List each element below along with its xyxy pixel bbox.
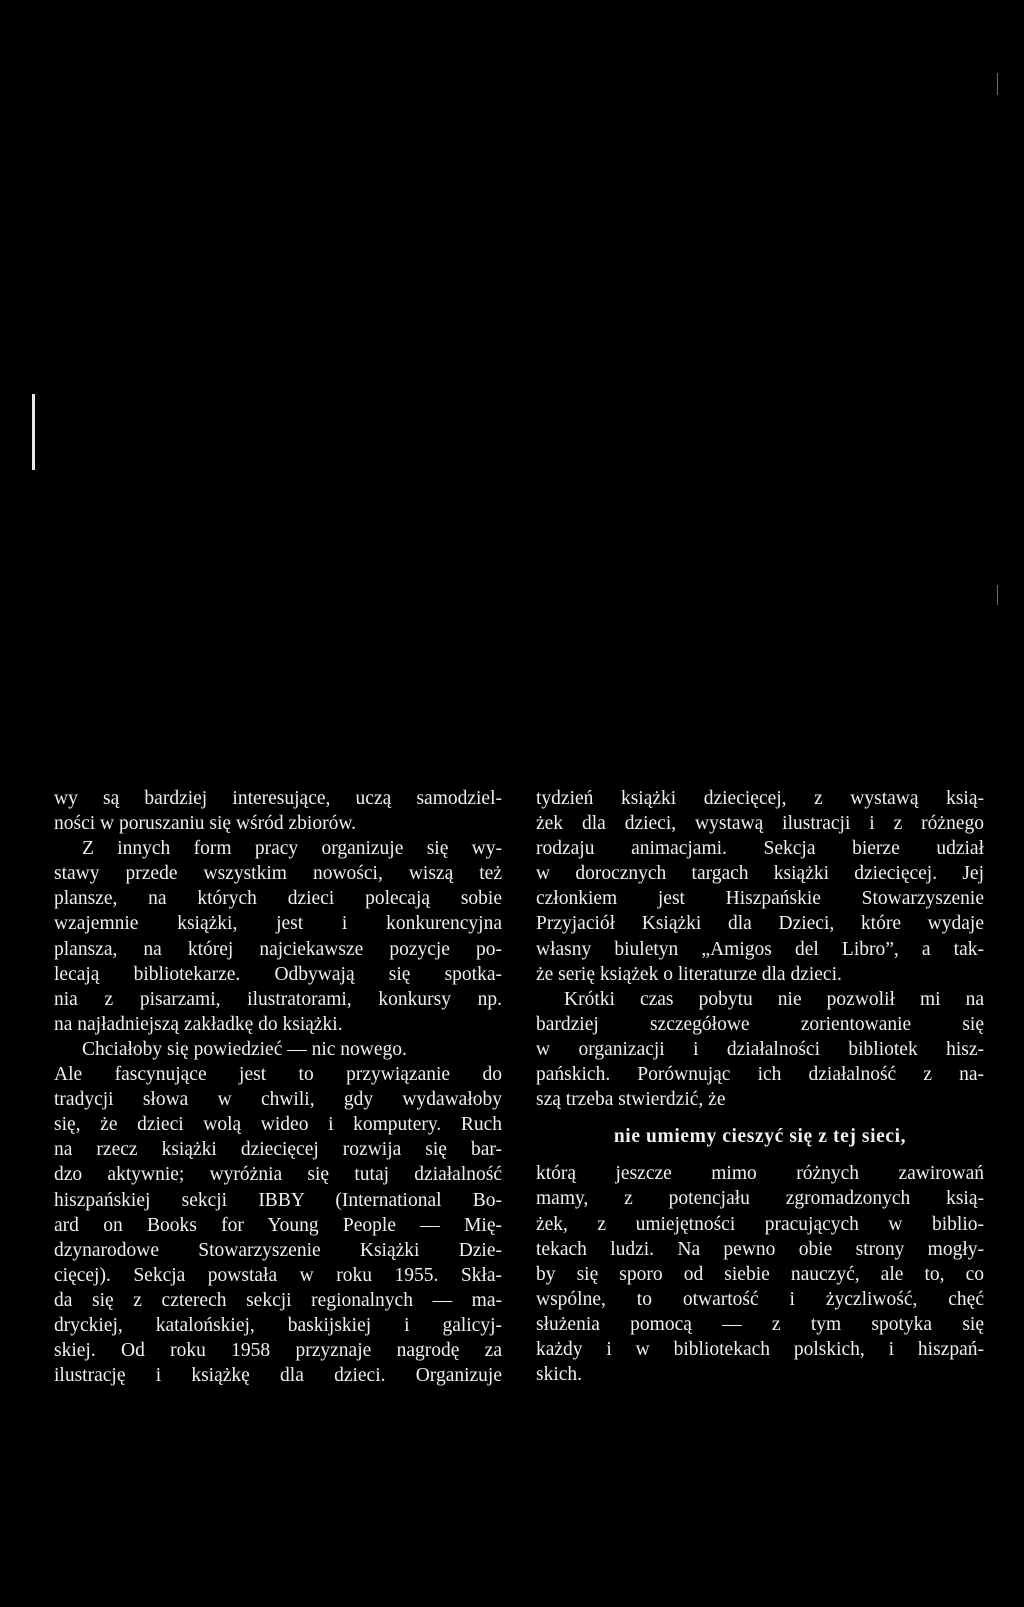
text-line: dryckiej, katalońskiej, baskijskiej i galicyj-: [54, 1314, 502, 1336]
text-line: żek dla dzieci, wystawą ilustracji i z różnego: [536, 813, 984, 835]
text-line: na najładniejszą zakładkę do książki.: [54, 1013, 343, 1035]
text-line: plansza, na której najciekawsze pozycje po-: [54, 938, 502, 960]
left-text-column: [54, 786, 502, 1388]
text-line: rodzaju animacjami. Sekcja bierze udział: [536, 838, 984, 860]
text-line: Ale fascynujące jest to przywiązanie do: [54, 1064, 502, 1086]
text-line: w organizacji i działalności bibliotek hisz-: [536, 1038, 984, 1060]
text-line: bardziej szczegółowe zorientowanie się: [536, 1013, 984, 1035]
text-line: członkiem jest Hiszpańskie Stowarzyszenie: [536, 888, 984, 910]
text-line: skiej. Od roku 1958 przyznaje nagrodę za: [54, 1340, 502, 1362]
text-line: ilustrację i książkę dla dzieci. Organizuje: [54, 1365, 502, 1387]
text-line: dzo aktywnie; wyróżnia się tutaj działalność: [54, 1164, 502, 1186]
text-line: wzajemnie książki, jest i konkurencyjna: [54, 913, 502, 935]
text-line: stawy przede wszystkim nowości, wiszą też: [54, 863, 502, 885]
text-line: by się sporo od siebie nauczyć, ale to, co: [536, 1263, 984, 1285]
text-line: Z innych form pracy organizuje się wy-: [82, 838, 502, 860]
text-line: ności w poruszaniu się wśród zbiorów.: [54, 813, 357, 835]
text-line: hiszpańskiej sekcji IBBY (International Bo-: [54, 1189, 502, 1211]
text-line: nia z pisarzami, ilustratorami, konkursy np.: [54, 988, 502, 1010]
text-line: się, że dzieci wolą wideo i komputery. Ruch: [54, 1114, 502, 1136]
text-line: tradycji słowa w chwili, gdy wydawałoby: [54, 1089, 502, 1111]
text-line: tekach ludzi. Na pewno obie strony mogły-: [536, 1238, 984, 1260]
scan-edge-mark: [997, 73, 998, 95]
text-line: Chciałoby się powiedzieć — nic nowego.: [82, 1038, 407, 1060]
right-text-column: [536, 786, 984, 1387]
text-line: Przyjaciół Książki dla Dzieci, które wydaje: [536, 913, 984, 935]
text-line: żek, z umiejętności pracujących w biblio-: [536, 1213, 984, 1235]
text-line: dzynarodowe Stowarzyszenie Książki Dzie-: [54, 1239, 502, 1261]
text-line: że serię książek o literaturze dla dzieci.: [536, 963, 842, 985]
text-line: którą jeszcze mimo różnych zawirowań: [536, 1163, 984, 1185]
text-line: mamy, z potencjału zgromadzonych ksią-: [536, 1188, 984, 1210]
text-line: wy są bardziej interesujące, uczą samodziel-: [54, 788, 502, 809]
text-line: własny biuletyn „Amigos del Libro”, a tak-: [536, 938, 984, 960]
text-line: szą trzeba stwierdzić, że: [536, 1089, 726, 1111]
text-line: wspólne, to otwartość i życzliwość, chęć: [536, 1288, 984, 1310]
text-line: cięcej). Sekcja powstała w roku 1955. Skła-: [54, 1264, 502, 1286]
text-line: każdy i w bibliotekach polskich, i hiszpań-: [536, 1338, 984, 1360]
text-line: skich.: [536, 1364, 583, 1386]
text-line: plansze, na których dzieci polecają sobie: [54, 888, 502, 910]
text-line: tydzień książki dziecięcej, z wystawą ksią-: [536, 788, 984, 809]
scan-edge-mark: [32, 394, 35, 470]
emphasized-quote: nie umiemy cieszyć się z tej sieci,: [613, 1126, 907, 1148]
text-line: pańskich. Porównując ich działalność z na-: [536, 1064, 984, 1086]
scan-edge-mark: [997, 585, 998, 605]
text-line: na rzecz książki dziecięcej rozwija się bar-: [54, 1139, 502, 1161]
text-line: da się z czterech sekcji regionalnych — ma-: [54, 1289, 502, 1311]
text-line: Krótki czas pobytu nie pozwolił mi na: [564, 988, 984, 1010]
text-line: ard on Books for Young People — Mię-: [54, 1214, 502, 1236]
text-line: lecają bibliotekarze. Odbywają się spotka-: [54, 963, 502, 985]
text-line: służenia pomocą — z tym spotyka się: [536, 1313, 984, 1335]
text-line: w dorocznych targach książki dziecięcej. Jej: [536, 863, 984, 885]
